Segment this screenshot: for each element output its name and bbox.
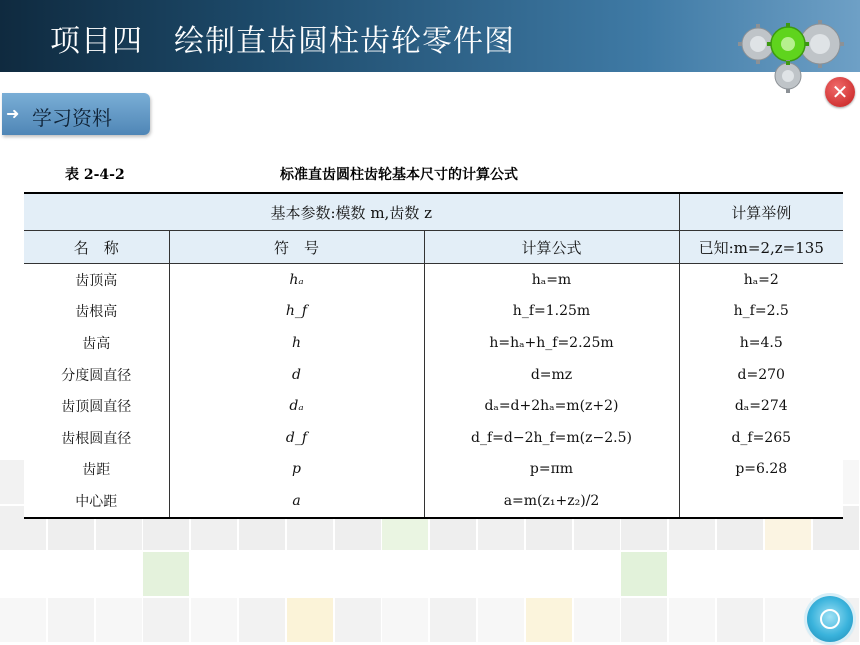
table-row	[24, 296, 843, 328]
table-row	[24, 485, 843, 518]
cell-formula: d=mz	[424, 359, 679, 391]
cell-name: 齿距	[24, 454, 169, 486]
table-row	[24, 422, 843, 454]
section-tab-label: 学习资料	[32, 106, 112, 130]
cell-formula: d_f=d−2h_f=m(z−2.5)	[424, 422, 679, 454]
cell-example	[679, 485, 843, 518]
table-caption-number: 表 2-4-2	[65, 167, 125, 183]
table-caption-title: 标准直齿圆柱齿轮基本尺寸的计算公式	[280, 167, 518, 183]
cell-formula: a=m(z₁+z₂)/2	[424, 485, 679, 518]
cell-example: hₐ=2	[679, 264, 843, 296]
cell-symbol: h	[169, 327, 424, 359]
cell-example: d_f=265	[679, 422, 843, 454]
cell-example: d=270	[679, 359, 843, 391]
col-header-example: 已知:m=2,z=135	[679, 231, 843, 264]
cell-formula: h_f=1.25m	[424, 296, 679, 328]
cell-name: 齿高	[24, 327, 169, 359]
header-bar	[0, 0, 860, 72]
cell-example: h=4.5	[679, 327, 843, 359]
col-header-name: 名 称	[24, 231, 169, 264]
page-title: 项目四 绘制直齿圆柱齿轮零件图	[50, 24, 515, 59]
cell-name: 分度圆直径	[24, 359, 169, 391]
cell-symbol: p	[169, 454, 424, 486]
cell-example: dₐ=274	[679, 390, 843, 422]
table-row	[24, 327, 843, 359]
cell-name: 齿根圆直径	[24, 422, 169, 454]
cell-example: p=6.28	[679, 454, 843, 486]
cell-symbol: d_f	[169, 422, 424, 454]
table-row	[24, 359, 843, 391]
cell-name: 齿根高	[24, 296, 169, 328]
cell-formula: h=hₐ+h_f=2.25m	[424, 327, 679, 359]
section-tab[interactable]	[2, 93, 150, 135]
cell-name: 中心距	[24, 485, 169, 518]
arrow-right-icon: ➜	[6, 104, 20, 123]
cell-formula: dₐ=d+2hₐ=m(z+2)	[424, 390, 679, 422]
close-icon[interactable]: ✕	[825, 77, 855, 107]
cell-name: 齿顶圆直径	[24, 390, 169, 422]
table-row	[24, 264, 843, 296]
col-header-formula: 计算公式	[424, 231, 679, 264]
cell-symbol: d	[169, 359, 424, 391]
cell-formula: hₐ=m	[424, 264, 679, 296]
cell-symbol: hₐ	[169, 264, 424, 296]
cell-formula: p=πm	[424, 454, 679, 486]
nav-circle-icon[interactable]	[807, 596, 853, 642]
table-row	[24, 390, 843, 422]
cell-symbol: h_f	[169, 296, 424, 328]
cell-name: 齿顶高	[24, 264, 169, 296]
table-row	[24, 454, 843, 486]
formula-table	[24, 192, 843, 519]
group-header: 基本参数:模数 m,齿数 z	[24, 193, 679, 231]
cell-symbol: dₐ	[169, 390, 424, 422]
example-header: 计算举例	[679, 193, 843, 231]
cell-symbol: a	[169, 485, 424, 518]
cell-example: h_f=2.5	[679, 296, 843, 328]
col-header-symbol: 符 号	[169, 231, 424, 264]
